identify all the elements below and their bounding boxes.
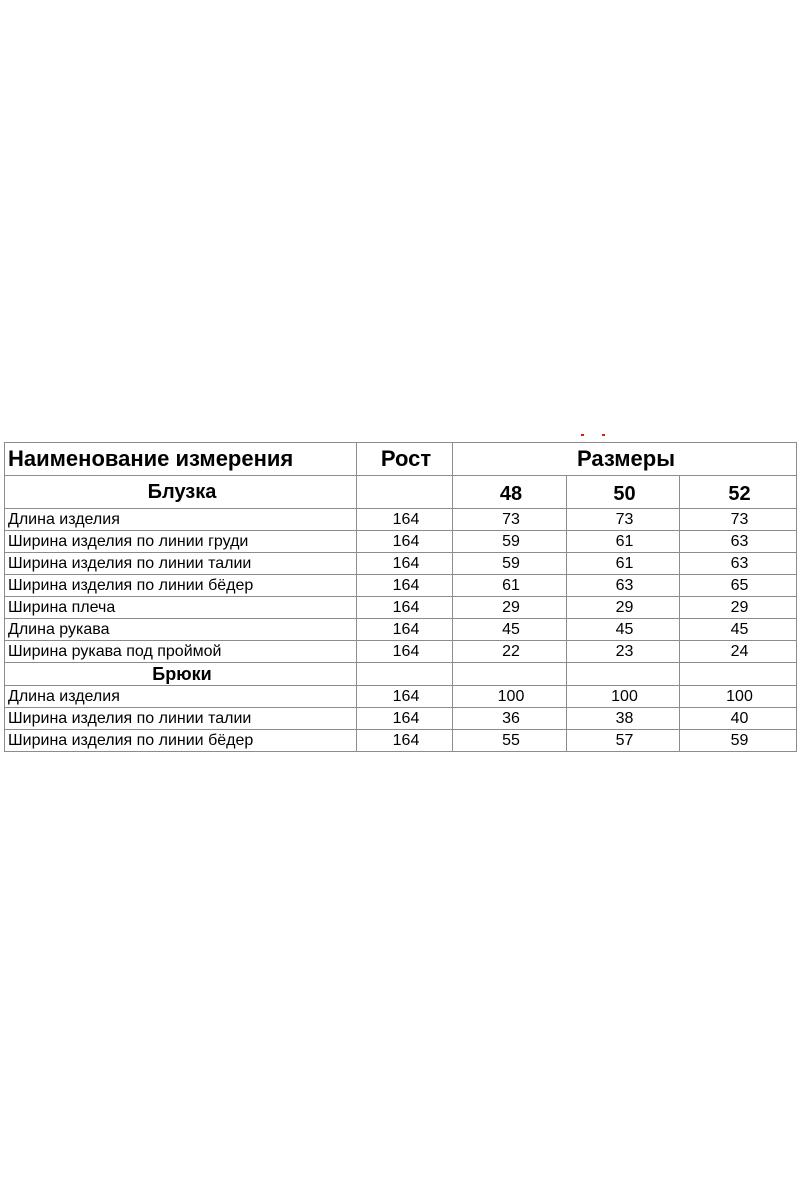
red-mark (581, 434, 584, 436)
measure-name: Ширина изделия по линии бёдер (5, 730, 357, 752)
measure-value: 100 (567, 686, 680, 708)
measure-value: 73 (567, 509, 680, 531)
table-row (5, 686, 797, 708)
header-sizes: Размеры (453, 443, 797, 476)
measure-value: 59 (680, 730, 797, 752)
measure-value: 29 (453, 597, 567, 619)
section-blank-cell (680, 663, 797, 686)
size-table (4, 442, 797, 752)
measure-height: 164 (357, 708, 453, 730)
measure-value: 63 (567, 575, 680, 597)
measure-name: Длина рукава (5, 619, 357, 641)
section-title-trousers: Брюки (5, 663, 357, 686)
section-blank-cell (567, 663, 680, 686)
measure-value: 100 (453, 686, 567, 708)
measure-name: Ширина рукава под проймой (5, 641, 357, 663)
measure-value: 24 (680, 641, 797, 663)
measure-height: 164 (357, 531, 453, 553)
table-row (5, 509, 797, 531)
section-row-trousers (5, 663, 797, 686)
measure-value: 100 (680, 686, 797, 708)
measure-name: Ширина плеча (5, 597, 357, 619)
section-blank-cell (357, 663, 453, 686)
measure-value: 29 (680, 597, 797, 619)
table-row (5, 553, 797, 575)
measure-value: 73 (680, 509, 797, 531)
table-row (5, 531, 797, 553)
measure-value: 57 (567, 730, 680, 752)
measure-value: 65 (680, 575, 797, 597)
measure-height: 164 (357, 553, 453, 575)
measure-height: 164 (357, 686, 453, 708)
table-row (5, 597, 797, 619)
size-label: 50 (567, 476, 680, 509)
header-row (5, 443, 797, 476)
measure-name: Ширина изделия по линии груди (5, 531, 357, 553)
measure-value: 59 (453, 531, 567, 553)
measure-value: 45 (567, 619, 680, 641)
table-row (5, 641, 797, 663)
table-row (5, 730, 797, 752)
measure-name: Ширина изделия по линии талии (5, 553, 357, 575)
measure-name: Длина изделия (5, 509, 357, 531)
section-row-blouse (5, 476, 797, 509)
measure-value: 55 (453, 730, 567, 752)
table-row (5, 575, 797, 597)
table-row (5, 708, 797, 730)
measure-value: 45 (680, 619, 797, 641)
measure-value: 73 (453, 509, 567, 531)
measure-value: 23 (567, 641, 680, 663)
measure-name: Длина изделия (5, 686, 357, 708)
measure-value: 40 (680, 708, 797, 730)
measure-height: 164 (357, 641, 453, 663)
header-name: Наименование измерения (5, 443, 357, 476)
measure-height: 164 (357, 597, 453, 619)
size-chart (4, 442, 796, 752)
measure-value: 29 (567, 597, 680, 619)
measure-value: 63 (680, 553, 797, 575)
size-label: 52 (680, 476, 797, 509)
measure-value: 63 (680, 531, 797, 553)
section-title-blouse: Блузка (5, 476, 357, 509)
measure-value: 36 (453, 708, 567, 730)
measure-value: 45 (453, 619, 567, 641)
red-mark (602, 434, 605, 436)
measure-height: 164 (357, 730, 453, 752)
size-label: 48 (453, 476, 567, 509)
measure-value: 61 (453, 575, 567, 597)
section-blank-cell (453, 663, 567, 686)
measure-name: Ширина изделия по линии талии (5, 708, 357, 730)
measure-value: 59 (453, 553, 567, 575)
measure-value: 61 (567, 553, 680, 575)
measure-value: 38 (567, 708, 680, 730)
section-height-blank (357, 476, 453, 509)
measure-height: 164 (357, 509, 453, 531)
table-row (5, 619, 797, 641)
measure-value: 22 (453, 641, 567, 663)
measure-height: 164 (357, 575, 453, 597)
measure-name: Ширина изделия по линии бёдер (5, 575, 357, 597)
header-height: Рост (357, 443, 453, 476)
measure-height: 164 (357, 619, 453, 641)
measure-value: 61 (567, 531, 680, 553)
